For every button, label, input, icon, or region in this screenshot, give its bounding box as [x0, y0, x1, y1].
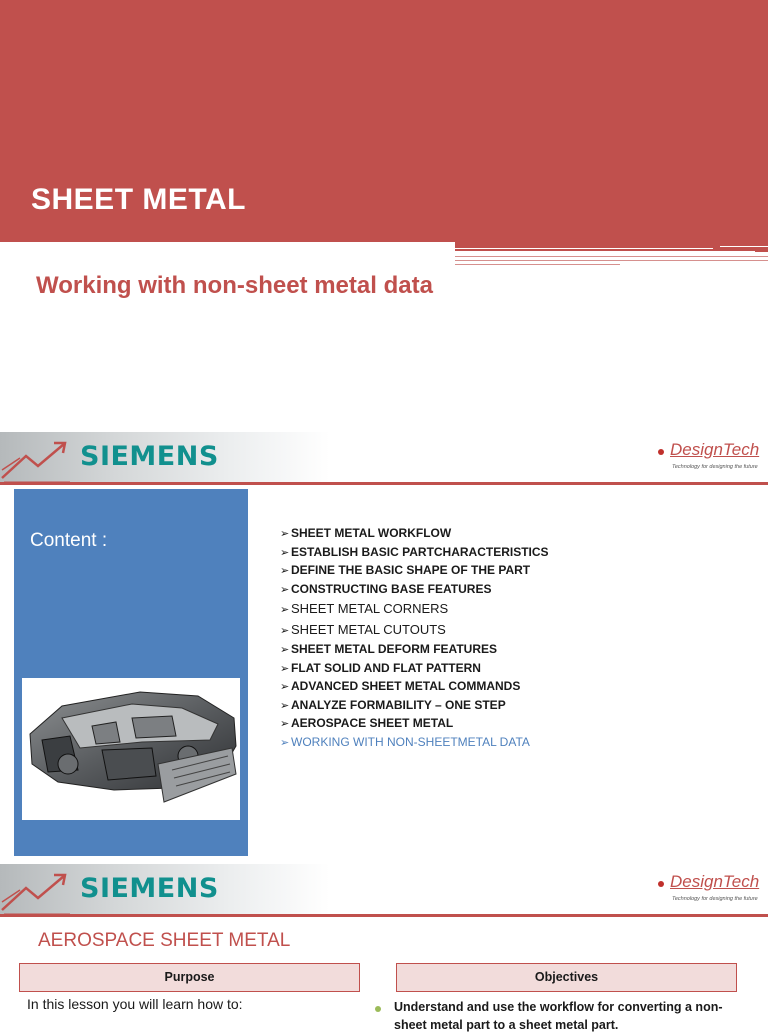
section-title: AEROSPACE SHEET METAL: [38, 930, 291, 951]
arrow-bullet-icon: ➢: [280, 565, 290, 577]
toc-item-current: ➢ WORKING WITH NON-SHEETMETAL DATA: [280, 734, 549, 753]
banner-stripe: [455, 260, 768, 261]
toc-item: ➢ ESTABLISH BASIC PARTCHARACTERISTICS: [280, 544, 549, 563]
toc-item: ➢ ANALYZE FORMABILITY – ONE STEP: [280, 697, 549, 716]
arrow-bullet-icon: ➢: [280, 718, 290, 730]
designtech-logo: DesignTech: [670, 440, 760, 459]
toc-item: ➢ SHEET METAL DEFORM FEATURES: [280, 641, 549, 660]
toc-item: ➢ SHEET METAL CUTOUTS: [280, 620, 549, 641]
arrow-bullet-icon: ➢: [280, 625, 290, 637]
banner-rule: [720, 246, 768, 247]
title-slide: [0, 0, 768, 432]
toc-item: ➢ DEFINE THE BASIC SHAPE OF THE PART: [280, 562, 549, 581]
siemens-logo: SIEMENS: [80, 873, 219, 904]
objective-text: Understand and use the workflow for converting a non-sheet metal part to a sheet metal part.: [394, 1000, 723, 1032]
bullet-icon: [375, 1006, 381, 1012]
car-frame-icon: [22, 678, 240, 820]
arrow-bullet-icon: ➢: [280, 736, 290, 749]
car-body-image: [22, 678, 240, 820]
aerospace-slide: [0, 864, 768, 1032]
slide-title: SHEET METAL: [31, 183, 246, 216]
toc-item: ➢ SHEET METAL WORKFLOW: [280, 525, 549, 544]
arrow-bullet-icon: ➢: [280, 546, 290, 559]
arrow-bullet-icon: ➢: [280, 604, 290, 616]
slide-header: [0, 864, 768, 919]
arrow-bullet-icon: ➢: [280, 644, 290, 656]
toc-item: ➢ SHEET METAL CORNERS: [280, 599, 549, 620]
toc-item: ➢ CONSTRUCTING BASE FEATURES: [280, 581, 549, 600]
designtech-dot-icon: [658, 881, 664, 887]
banner-stripe: [455, 256, 768, 257]
banner-rule: [455, 251, 755, 252]
banner-stripe: [455, 264, 620, 265]
trend-arrow-icon: [0, 434, 80, 484]
arrow-bullet-icon: ➢: [280, 681, 290, 693]
designtech-logo: DesignTech: [670, 872, 760, 891]
trend-arrow-icon: [0, 866, 80, 916]
slide-subtitle: Working with non-sheet metal data: [36, 272, 433, 299]
table-of-contents: [280, 525, 549, 752]
designtech-dot-icon: [658, 449, 664, 455]
toc-item: ➢ AEROSPACE SHEET METAL: [280, 715, 549, 734]
arrow-bullet-icon: ➢: [280, 699, 290, 712]
banner-rule: [455, 248, 713, 249]
header-divider: [0, 914, 768, 917]
content-panel: [14, 489, 248, 856]
content-slide: [0, 432, 768, 864]
designtech-tagline: Technology for designing the future: [672, 896, 758, 902]
panel-title: Content :: [30, 530, 108, 551]
arrow-bullet-icon: ➢: [280, 528, 290, 540]
header-divider: [0, 482, 768, 485]
purpose-header: Purpose: [19, 963, 360, 992]
slide-header: [0, 432, 768, 487]
toc-item: ➢ FLAT SOLID AND FLAT PATTERN: [280, 660, 549, 679]
arrow-bullet-icon: ➢: [280, 583, 290, 596]
toc-item: ➢ ADVANCED SHEET METAL COMMANDS: [280, 678, 549, 697]
designtech-tagline: Technology for designing the future: [672, 464, 758, 470]
arrow-bullet-icon: ➢: [280, 662, 290, 675]
purpose-text: In this lesson you will learn how to:: [27, 996, 243, 1012]
siemens-logo: SIEMENS: [80, 441, 219, 472]
objectives-header: Objectives: [396, 963, 737, 992]
